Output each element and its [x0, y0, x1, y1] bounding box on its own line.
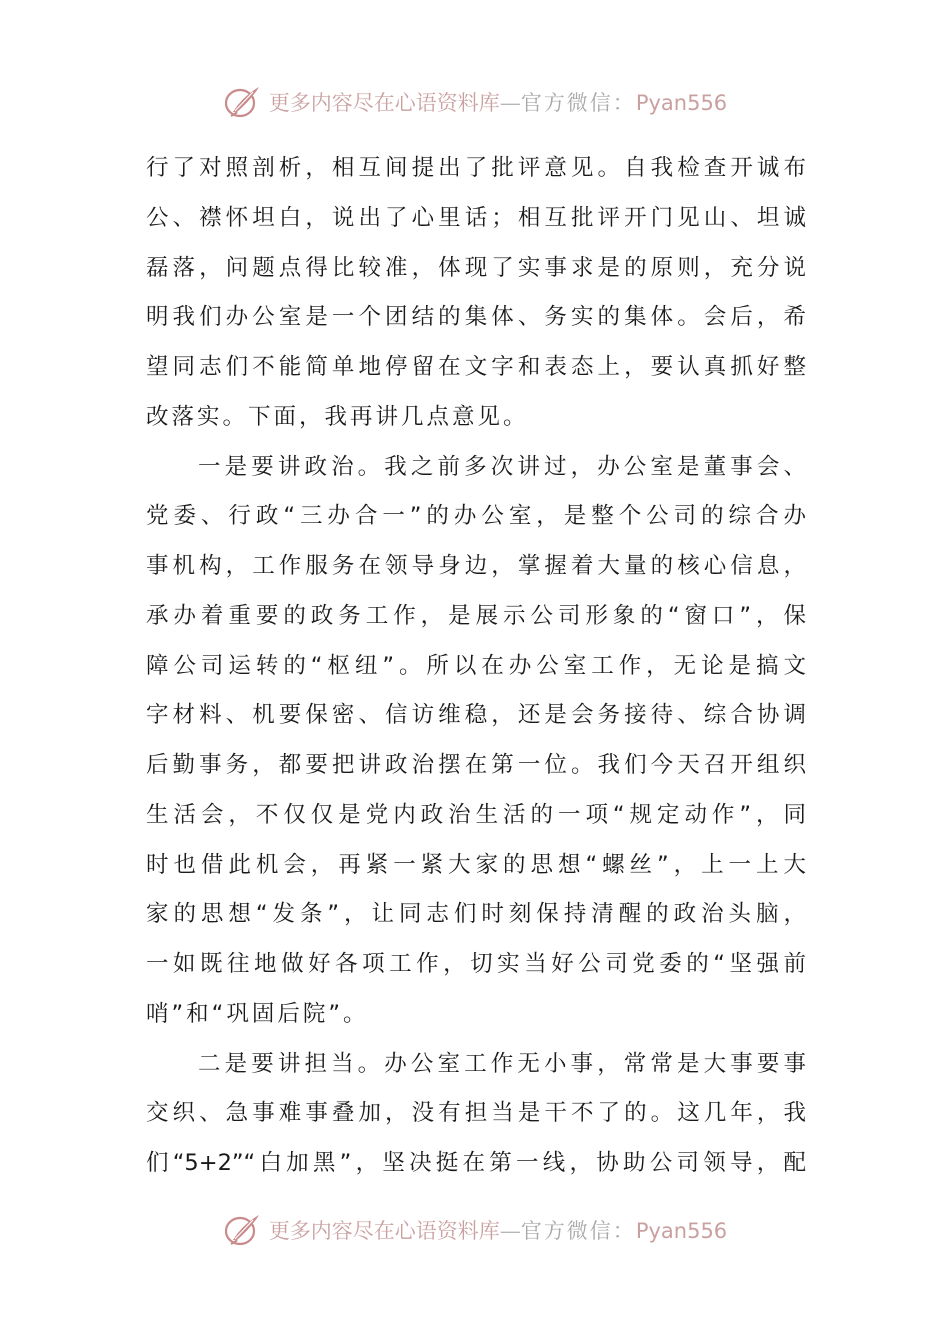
text-line: 党委、行政“三办合一”的办公室，是整个公司的综合办	[146, 503, 806, 530]
quill-pen-icon	[223, 82, 263, 122]
text-line: 后勤事务，都要把讲政治摆在第一位。我们今天召开组织	[146, 752, 806, 778]
banner-separator: —	[499, 91, 521, 115]
header-banner	[0, 80, 950, 124]
banner-main-text: 更多内容尽在心语资料库	[268, 1219, 500, 1243]
quill-pen-icon	[223, 1210, 263, 1250]
banner-wechat-id: Pyan556	[635, 91, 728, 115]
banner-wechat-label: 官方微信：	[520, 1219, 636, 1243]
text-line: 二是要讲担当。办公室工作无小事，常常是大事要事	[198, 1050, 806, 1077]
text-line: 磊落，问题点得比较准，体现了实事求是的原则，充分说	[146, 254, 806, 281]
banner-wechat-label: 官方微信：	[520, 91, 636, 115]
text-line: 行了对照剖析，相互间提出了批评意见。自我检查开诚布	[146, 155, 806, 181]
footer-banner	[0, 1208, 950, 1252]
text-line: 事机构，工作服务在领导身边，掌握着大量的核心信息，	[146, 553, 806, 579]
text-line: 明我们办公室是一个团结的集体、务实的集体。会后，希	[146, 304, 806, 331]
text-line: 障公司运转的“枢纽”。所以在办公室工作，无论是搞文	[146, 652, 806, 679]
text-line: 公、襟怀坦白，说出了心里话；相互批评开门见山、坦诚	[146, 204, 806, 231]
banner-wechat-id: Pyan556	[635, 1219, 728, 1243]
text-line: 哨”和“巩固后院”。	[146, 1000, 369, 1027]
text-line: 们“5+2”“白加黑”，坚决挺在第一线，协助公司领导，配	[146, 1150, 806, 1176]
text-line: 生活会，不仅仅是党内政治生活的一项“规定动作”，同	[146, 801, 806, 828]
banner-separator: —	[499, 1219, 521, 1243]
text-line: 交织、急事难事叠加，没有担当是干不了的。这几年，我	[146, 1100, 806, 1127]
text-line: 家的思想“发条”，让同志们时刻保持清醒的政治头脑，	[146, 901, 806, 928]
banner-main-text: 更多内容尽在心语资料库	[268, 91, 500, 115]
text-line: 承办着重要的政务工作，是展示公司形象的“窗口”，保	[146, 602, 806, 629]
text-line: 改落实。下面，我再讲几点意见。	[146, 403, 529, 430]
text-line: 望同志们不能简单地停留在文字和表态上，要认真抓好整	[146, 354, 806, 380]
text-line: 字材料、机要保密、信访维稳，还是会务接待、综合协调	[146, 702, 806, 729]
text-line: 一如既往地做好各项工作，切实当好公司党委的“坚强前	[146, 951, 806, 977]
text-line: 时也借此机会，再紧一紧大家的思想“螺丝”，上一上大	[146, 851, 806, 878]
text-line: 一是要讲政治。我之前多次讲过，办公室是董事会、	[198, 453, 806, 480]
document-body	[146, 144, 806, 1189]
